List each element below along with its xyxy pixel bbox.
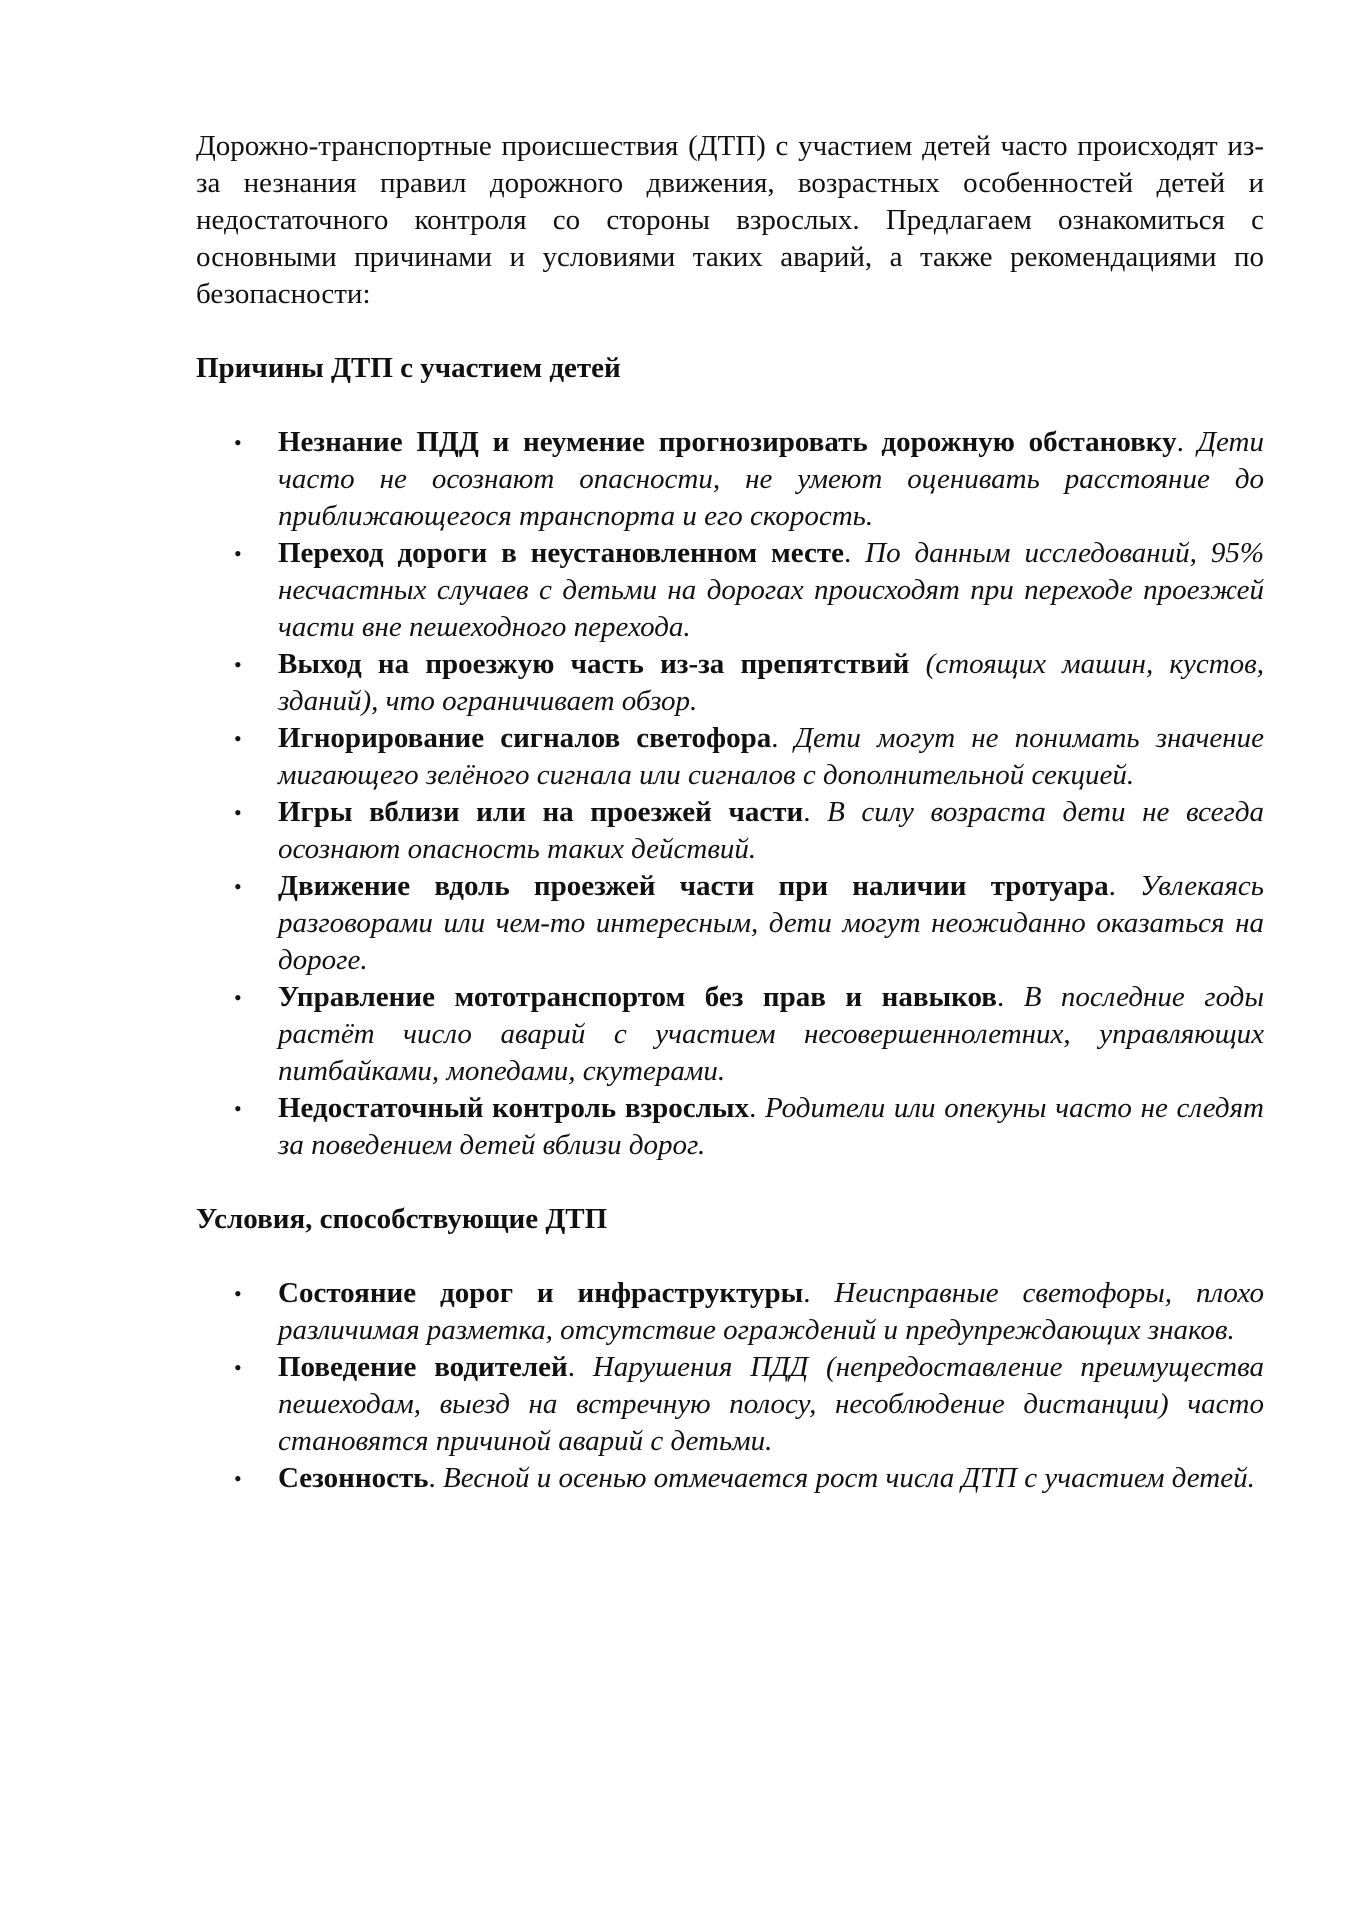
list-item: [196, 979, 1264, 1090]
item-description: Увлекаясь разговорами или чем-то интересным, дети могут неожиданно оказаться на дороге.: [278, 870, 1264, 976]
bullet-icon: •: [234, 541, 242, 566]
bullet-icon: •: [234, 1096, 242, 1121]
item-description: Родители или опекуны часто не следят за поведением детей вблизи дорог.: [278, 1092, 1264, 1161]
list-item: [196, 646, 1264, 720]
item-separator: .: [803, 1277, 835, 1309]
item-description: (стоящих машин, кустов, зданий), что ограничивает обзор.: [278, 648, 1264, 717]
list-item: [196, 535, 1264, 646]
item-separator: .: [1108, 870, 1141, 902]
item-term: Выход на проезжую часть из-за препятствий: [278, 648, 910, 680]
item-description: По данным исследований, 95% несчастных случаев с детьми на дорогах происходят при переходе проезжей части вне пешеходного перехода.: [278, 537, 1264, 643]
item-separator: .: [843, 537, 866, 569]
bullet-icon: •: [234, 652, 242, 677]
item-separator: .: [428, 1462, 444, 1494]
item-separator: .: [771, 722, 795, 754]
item-term: Переход дороги в неустановленном месте: [278, 537, 844, 569]
item-description: Нарушения ПДД (непредоставление преимущества пешеходам, выезд на встречную полосу, несоблюдение дистанции) часто становятся причиной аварий с детьми.: [278, 1351, 1264, 1457]
list-item: [196, 1275, 1264, 1349]
item-separator: .: [1176, 426, 1198, 458]
item-separator: .: [996, 981, 1024, 1013]
bullet-list: [196, 424, 1264, 1164]
item-separator: .: [567, 1351, 593, 1383]
intro-paragraph: Дорожно-транспортные происшествия (ДТП) с участием детей часто происходят из-за незнания правил дорожного движения, возрастных особенностей детей и недостаточного контроля со стороны взрослых. Предлагаем ознакомиться с основными причинами и условиями таких аварий, а также рекомендациями по безопасности:: [196, 130, 1264, 310]
bullet-icon: •: [234, 1466, 242, 1491]
bullet-icon: •: [234, 874, 242, 899]
bullet-icon: •: [234, 1281, 242, 1306]
item-separator: .: [803, 796, 828, 828]
sections-container: [196, 350, 1264, 1497]
item-separator: [909, 648, 925, 680]
item-description: Неисправные светофоры, плохо различимая разметка, отсутствие ограждений и предупреждающих знаков.: [278, 1277, 1265, 1346]
item-term: Движение вдоль проезжей части при наличии тротуара: [278, 870, 1109, 902]
item-term: Поведение водителей: [278, 1351, 568, 1383]
item-description: В последние годы растёт число аварий с участием несовершеннолетних, управляющих питбайками, мопедами, скутерами.: [278, 981, 1264, 1087]
bullet-list: [196, 1275, 1264, 1497]
bullet-icon: •: [234, 430, 242, 455]
list-item: [196, 1090, 1264, 1164]
item-separator: .: [749, 1092, 765, 1124]
list-item: [196, 1460, 1264, 1497]
section-heading: Причины ДТП с участием детей: [196, 352, 621, 384]
item-description: В силу возраста дети не всегда осознают опасность таких действий.: [278, 796, 1265, 865]
item-term: Игры вблизи или на проезжей части: [278, 796, 804, 828]
section-heading: Условия, способствующие ДТП: [196, 1203, 608, 1235]
bullet-icon: •: [234, 800, 242, 825]
item-description: Весной и осенью отмечается рост числа ДТП с участием детей.: [443, 1462, 1255, 1494]
item-term: Управление мототранспортом без прав и навыков: [278, 981, 997, 1013]
list-item: [196, 424, 1264, 535]
item-description: Дети часто не осознают опасности, не умеют оценивать расстояние до приближающегося транспорта и его скорость.: [278, 426, 1264, 532]
document-page: [196, 128, 1264, 1497]
list-item: [196, 868, 1264, 979]
item-term: Игнорирование сигналов светофора: [278, 722, 772, 754]
bullet-icon: •: [234, 726, 242, 751]
list-item: [196, 794, 1264, 868]
bullet-icon: •: [234, 985, 242, 1010]
item-term: Сезонность: [278, 1462, 429, 1494]
item-description: Дети могут не понимать значение мигающего зелёного сигнала или сигналов с дополнительной секцией.: [278, 722, 1265, 791]
item-term: Состояние дорог и инфраструктуры: [278, 1277, 804, 1309]
list-item: [196, 720, 1264, 794]
item-term: Незнание ПДД и неумение прогнозировать дорожную обстановку: [278, 426, 1177, 458]
list-item: [196, 1349, 1264, 1460]
bullet-icon: •: [234, 1355, 242, 1380]
item-term: Недостаточный контроль взрослых: [278, 1092, 750, 1124]
